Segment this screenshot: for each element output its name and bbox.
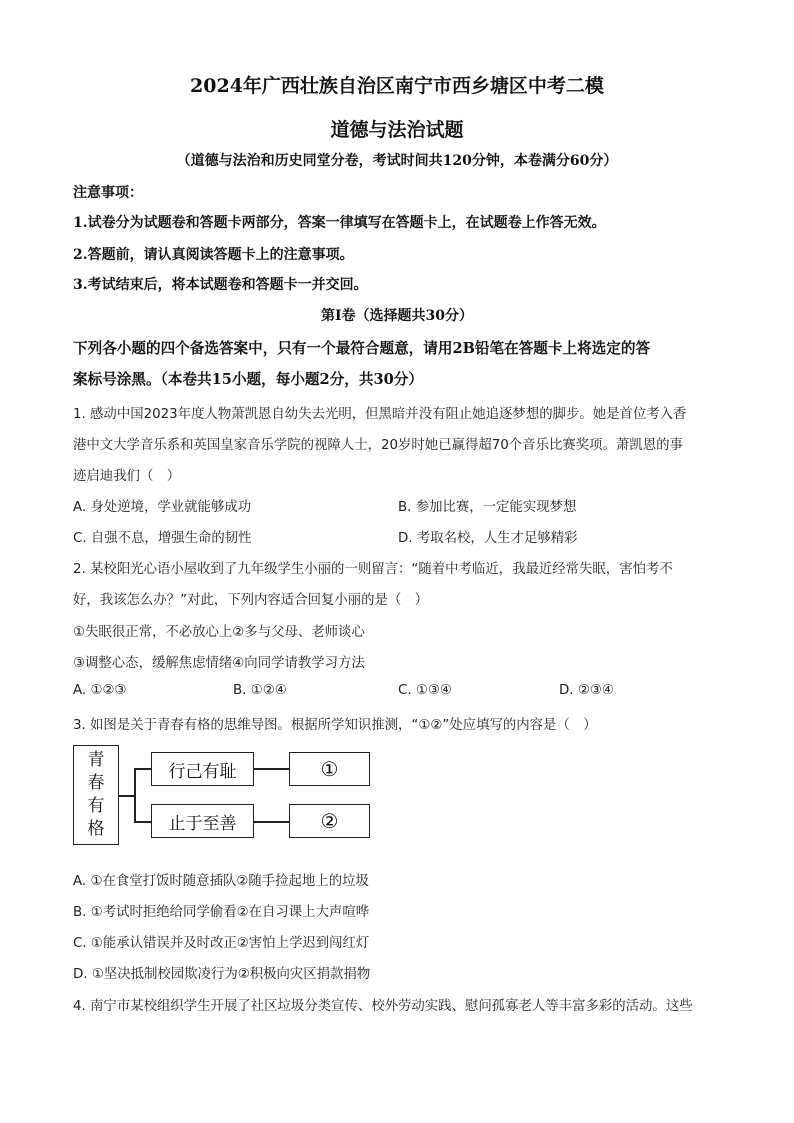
question-2-statement: ③调整心态，缓解焦虑情绪④向同学请教学习方法 [73, 656, 365, 671]
note-item: 3.考试结束后，将本试题卷和答题卡一并交回。 [73, 277, 368, 293]
question-1-option-b[interactable]: B. 参加比赛，一定能实现梦想 [398, 500, 577, 515]
mind-map-root [73, 745, 119, 845]
branch-box-2: 止于至善 [151, 804, 254, 838]
question-1-text: 1. 感动中国2023年度人物萧凯恩自幼失去光明，但黑暗并没有阻止她追逐梦想的脚步。她是首位考入香 [73, 407, 687, 422]
exam-subject-title: 道德与法治试题 [330, 119, 464, 141]
note-item: 2.答题前，请认真阅读答题卡上的注意事项。 [73, 247, 354, 263]
question-2-text: 好，我该怎么办？”对此，下列内容适合回复小丽的是（ ） [73, 593, 429, 608]
branch-box-1: 行己有耻 [151, 752, 254, 786]
question-2-option-c[interactable]: C. ①③④ [398, 683, 452, 698]
question-3-option-a[interactable]: A. ①在食堂打饭时随意插队②随手捡起地上的垃圾 [73, 874, 369, 889]
question-3-option-d[interactable]: D. ①坚决抵制校园欺凌行为②积极向灾区捐款捐物 [73, 967, 371, 982]
root-char: 格 [87, 819, 105, 839]
exam-title: 2024年广西壮族自治区南宁市西乡塘区中考二模 [190, 75, 604, 97]
question-2-statement: ①失眠很正常，不必放心上②多与父母、老师谈心 [73, 625, 365, 640]
section-instruction: 案标号涂黑。（本卷共15小题，每小题2分，共30分） [73, 371, 423, 388]
question-3-text: 3. 如图是关于青春有格的思维导图。根据所学知识推测，“①②”处应填写的内容是（ ） [73, 718, 597, 733]
root-char: 有 [87, 796, 105, 816]
question-2-option-d[interactable]: D. ②③④ [559, 683, 614, 698]
notes-heading: 注意事项： [73, 185, 143, 201]
question-2-text: 2. 某校阳光心语小屋收到了九年级学生小丽的一则留言：“随着中考临近，我最近经常失眠，害怕考不 [73, 562, 673, 577]
note-item: 1.试卷分为试题卷和答题卡两部分，答案一律填写在答题卡上，在试题卷上作答无效。 [73, 215, 606, 231]
question-3-option-b[interactable]: B. ①考试时拒绝给同学偷看②在自习课上大声喧哗 [73, 905, 370, 920]
blank-box-1: ① [289, 752, 370, 786]
question-2-option-b[interactable]: B. ①②④ [233, 683, 287, 698]
question-1-option-d[interactable]: D. 考取名校，人生才足够精彩 [398, 531, 578, 546]
question-4-text: 4. 南宁市某校组织学生开展了社区垃圾分类宣传、校外劳动实践、慰问孤寡老人等丰富多彩的活动。这些 [73, 999, 693, 1014]
section-title: 第Ⅰ卷（选择题共30分） [320, 308, 474, 324]
exam-subtitle: （道德与法治和历史同堂分卷，考试时间共120分钟，本卷满分60分） [176, 153, 618, 169]
connector-line [253, 821, 290, 823]
question-1-option-c[interactable]: C. 自强不息，增强生命的韧性 [73, 531, 252, 546]
connector-line [134, 768, 151, 770]
root-char: 青 [87, 750, 105, 770]
question-2-option-a[interactable]: A. ①②③ [73, 683, 127, 698]
root-char: 春 [87, 773, 105, 793]
connector-line [134, 821, 151, 823]
connector-line [134, 768, 136, 822]
question-1-text: 迹启迪我们（ ） [73, 469, 181, 484]
blank-box-2: ② [289, 804, 370, 838]
section-instruction: 下列各小题的四个备选答案中，只有一个最符合题意，请用2B铅笔在答题卡上将选定的答 [73, 340, 651, 357]
connector-line [253, 768, 290, 770]
connector-line [119, 795, 135, 797]
question-3-option-c[interactable]: C. ①能承认错误并及时改正②害怕上学迟到闯红灯 [73, 936, 370, 951]
question-1-text: 港中文大学音乐系和英国皇家音乐学院的视障人士，20岁时她已赢得超70个音乐比赛奖项。萧凯恩的事 [73, 438, 683, 453]
question-1-option-a[interactable]: A. 身处逆境，学业就能够成功 [73, 500, 252, 515]
